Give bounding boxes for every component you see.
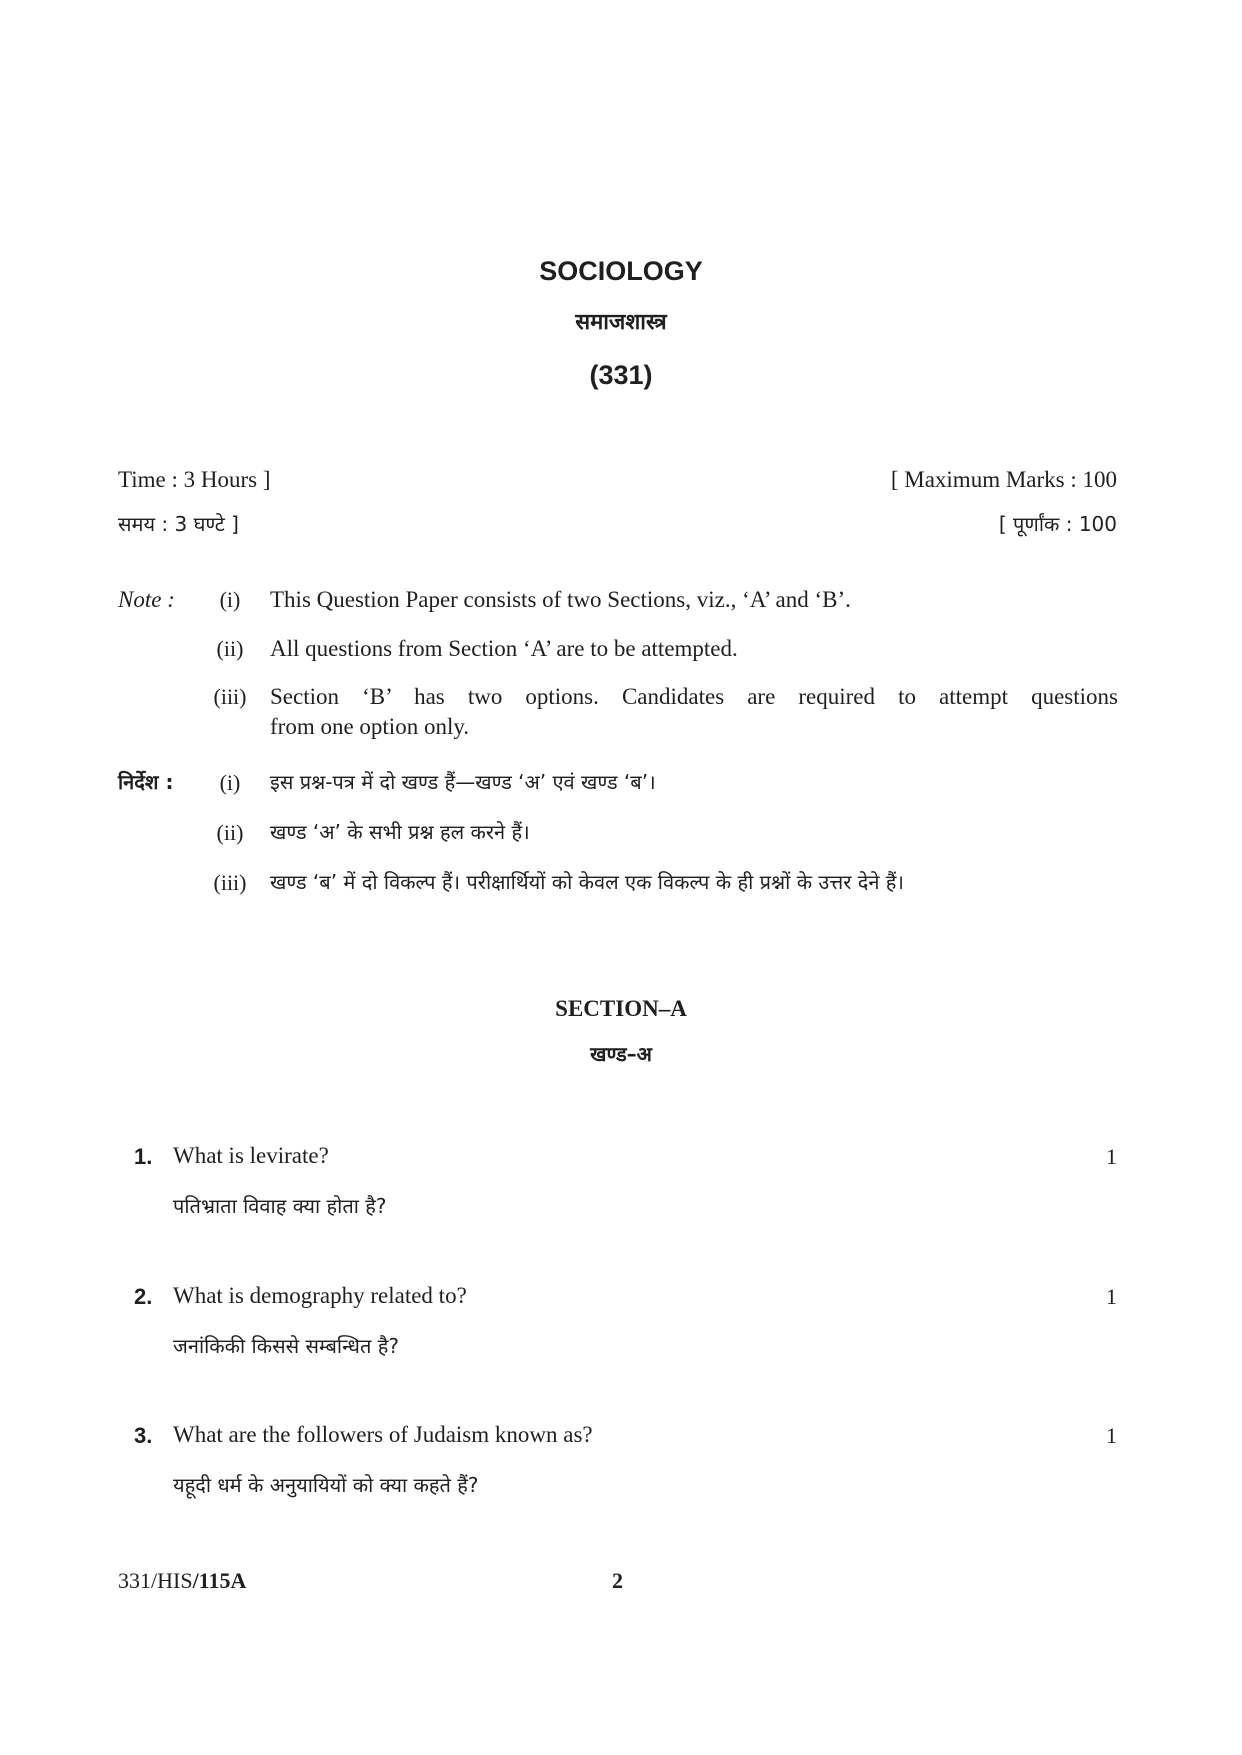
note-item-number: (iii) xyxy=(213,870,247,895)
page-number: 2 xyxy=(612,1568,623,1593)
section-title: SECTION–A xyxy=(555,996,687,1021)
note-item-number: (ii) xyxy=(216,820,244,845)
question-number: 1. xyxy=(134,1144,153,1169)
note-item-number: (iii) xyxy=(213,684,247,709)
section-title-hindi: खण्ड–अ xyxy=(590,1042,652,1066)
question-number: 3. xyxy=(134,1423,153,1448)
question-text-hindi: जनांकिकी किससे सम्बन्धित है? xyxy=(173,1334,399,1358)
note-item-number: (i) xyxy=(219,587,241,612)
question-number: 2. xyxy=(134,1284,153,1309)
question-marks: 1 xyxy=(1106,1144,1117,1169)
note-item-text: This Question Paper consists of two Sections, viz., ‘A’ and ‘B’. xyxy=(270,587,851,612)
max-marks-label: [ Maximum Marks : 100 xyxy=(890,467,1117,492)
question-text: What is levirate? xyxy=(173,1143,329,1168)
note-item-number: (i) xyxy=(219,770,241,795)
note-item-text-continued: from one option only. xyxy=(270,714,470,739)
note-item-text: All questions from Section ‘A’ are to be attempted. xyxy=(270,636,738,661)
question-marks: 1 xyxy=(1106,1284,1117,1309)
time-label: Time : 3 Hours ] xyxy=(118,467,271,492)
subject-code: (331) xyxy=(589,360,653,390)
question-text-hindi: यहूदी धर्म के अनुयायियों को क्या कहते हैं? xyxy=(173,1473,479,1497)
question-text: What is demography related to? xyxy=(173,1283,467,1308)
time-label-hindi: समय : 3 घण्टे ] xyxy=(118,512,239,536)
subject-title: SOCIOLOGY xyxy=(539,256,703,286)
note-item-text-hindi: इस प्रश्न-पत्र में दो खण्ड हैं—खण्ड ‘अ’ एवं खण्ड ‘ब’। xyxy=(270,770,656,794)
question-text: What are the followers of Judaism known as? xyxy=(173,1422,593,1447)
paper-code xyxy=(118,1568,246,1594)
note-item-number: (ii) xyxy=(216,636,244,661)
question-marks: 1 xyxy=(1106,1423,1117,1448)
subject-title-hindi: समाजशास्त्र xyxy=(575,309,667,335)
note-item-text-hindi: खण्ड ‘अ’ के सभी प्रश्न हल करने हैं। xyxy=(270,820,530,844)
question-text-hindi: पतिभ्राता विवाह क्या होता है? xyxy=(173,1194,387,1218)
note-label: Note : xyxy=(118,587,175,612)
max-marks-label-hindi: [ पूर्णांक : 100 xyxy=(998,512,1117,536)
paper-code-prefix: 331/HIS xyxy=(118,1568,193,1593)
paper-code-suffix: /115A xyxy=(192,1568,247,1593)
note-label-hindi: निर्देश : xyxy=(118,770,174,794)
note-item-text-hindi: खण्ड ‘ब’ में दो विकल्प हैं। परीक्षार्थियों को केवल एक विकल्प के ही प्रश्नों के उत्तर देने हैं। xyxy=(270,870,905,894)
note-item-text: Section ‘B’ has two options. Candidates are required to attempt questions xyxy=(270,684,1118,709)
